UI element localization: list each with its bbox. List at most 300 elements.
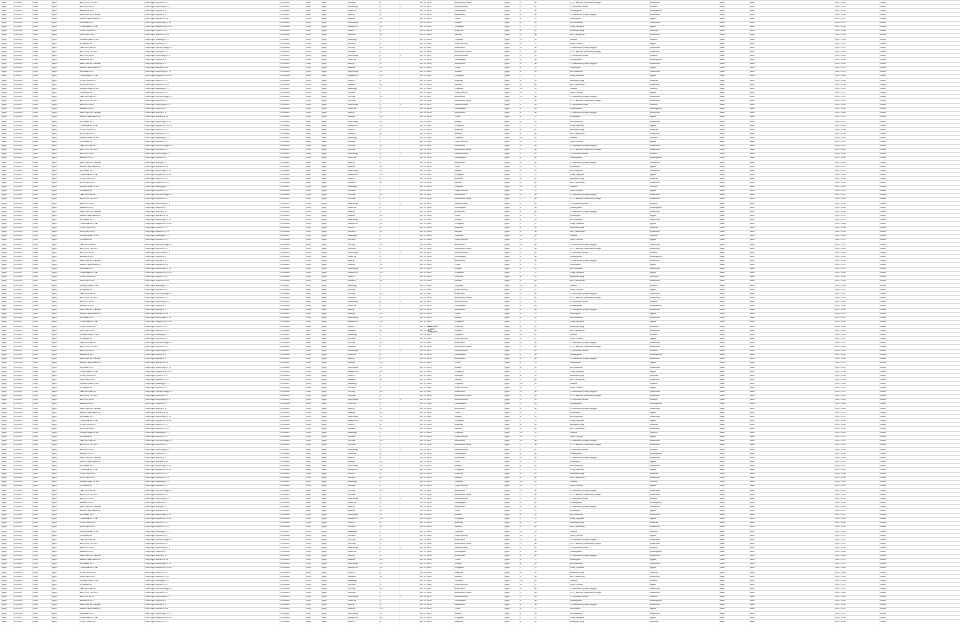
table-cell[interactable]: egyéb bbox=[650, 214, 656, 217]
table-cell[interactable]: Nem bbox=[750, 571, 755, 574]
table-cell[interactable]: Lezárt bbox=[880, 419, 887, 422]
table-cell[interactable]: Élelmiszer bbox=[455, 63, 466, 66]
table-cell[interactable]: Mátyás kir. bbox=[348, 173, 359, 176]
table-cell[interactable]: Italbolt bbox=[455, 366, 462, 369]
table-cell[interactable]: Eger bbox=[2, 247, 7, 250]
table-cell[interactable]: 2007.11.09 bbox=[835, 34, 846, 37]
table-cell[interactable]: Virág, ajándék bbox=[570, 26, 584, 29]
table-cell[interactable]: 2007.11.05 bbox=[835, 153, 846, 156]
table-cell[interactable]: Széchenyi bbox=[348, 5, 359, 8]
table-cell[interactable]: 36/ 12 3462 bbox=[420, 419, 432, 422]
table-cell[interactable]: 12345685 bbox=[280, 128, 290, 131]
table-cell[interactable]: 2006 bbox=[306, 202, 311, 205]
table-cell[interactable]: 3300 Eger Vécsey völgy 15 bbox=[145, 145, 172, 148]
table-cell[interactable]: Nem bbox=[720, 157, 725, 160]
table-cell[interactable]: Eger bbox=[505, 161, 510, 164]
table-cell[interactable]: Lezárt bbox=[880, 276, 887, 279]
table-cell[interactable]: 12345684 bbox=[280, 124, 290, 127]
table-cell[interactable]: 2003 bbox=[306, 186, 311, 189]
table-cell[interactable]: ÁGOSTON BT bbox=[80, 5, 95, 8]
table-cell[interactable]: Vécsey bbox=[348, 391, 356, 394]
table-cell[interactable]: Eger bbox=[322, 460, 327, 463]
table-cell[interactable]: Nem bbox=[720, 5, 725, 8]
table-cell[interactable]: élelmiszer bbox=[650, 464, 660, 467]
table-cell[interactable]: A bbox=[535, 50, 537, 53]
table-cell[interactable]: élelmiszer bbox=[650, 604, 660, 607]
table-cell[interactable]: Nem bbox=[720, 22, 725, 25]
table-cell[interactable]: Lábbeli bbox=[570, 235, 578, 238]
table-cell[interactable]: Nem bbox=[750, 346, 755, 349]
table-cell[interactable]: ÁGOSTON BT bbox=[80, 300, 95, 303]
table-cell[interactable]: 2005 bbox=[306, 526, 311, 529]
table-cell[interactable]: 2006 bbox=[306, 194, 311, 197]
table-cell[interactable]: 2007.11.07 bbox=[835, 165, 846, 168]
table-cell[interactable]: vendéglátás bbox=[650, 452, 662, 455]
table-cell[interactable]: Nem bbox=[720, 288, 725, 291]
table-cell[interactable]: EGRI HÚS KFT bbox=[80, 575, 96, 578]
table-cell[interactable]: 2 bbox=[380, 346, 382, 349]
table-cell[interactable]: Eger bbox=[52, 448, 57, 451]
table-cell[interactable]: 3300 bbox=[33, 399, 38, 402]
table-cell[interactable]: 2007.11.07 bbox=[835, 411, 846, 414]
table-cell[interactable]: A bbox=[535, 551, 537, 554]
table-cell[interactable]: Virág, ajándék bbox=[570, 173, 584, 176]
table-cell[interactable]: 5 bbox=[380, 596, 382, 599]
table-cell[interactable]: vendéglátás bbox=[650, 9, 662, 12]
table-cell[interactable]: Dohányáru bbox=[570, 510, 581, 513]
table-cell[interactable]: egyéb bbox=[650, 190, 656, 193]
table-cell[interactable]: 3370019 bbox=[14, 575, 23, 578]
table-cell[interactable]: FEHÉR JÁNOS EV bbox=[80, 38, 99, 41]
table-cell[interactable]: Eger bbox=[322, 251, 327, 254]
table-cell[interactable]: B bbox=[535, 71, 537, 74]
table-cell[interactable]: Eger bbox=[505, 497, 510, 500]
table-cell[interactable]: Eger bbox=[52, 395, 57, 398]
table-cell[interactable]: Kossuth bbox=[348, 444, 356, 447]
table-cell[interactable]: 12345689 bbox=[280, 538, 290, 541]
table-cell[interactable]: Cipőbolt bbox=[455, 186, 464, 189]
table-cell[interactable]: C bbox=[535, 567, 537, 570]
table-cell[interactable]: 3300 bbox=[33, 243, 38, 246]
table-cell[interactable]: 3300 Eger Bajcsy u. 9 bbox=[145, 358, 167, 361]
table-cell[interactable]: Eger bbox=[52, 464, 57, 467]
table-cell[interactable]: Dobó tér bbox=[348, 108, 357, 111]
table-cell[interactable]: 2007.11.09 bbox=[835, 526, 846, 529]
table-cell[interactable]: Nem bbox=[720, 218, 725, 221]
table-cell[interactable]: 12345681 bbox=[280, 456, 290, 459]
table-cell[interactable]: Eger bbox=[2, 382, 7, 385]
table-cell[interactable]: A bbox=[535, 46, 537, 49]
table-cell[interactable]: Eger bbox=[52, 132, 57, 135]
table-cell[interactable]: Eger bbox=[52, 79, 57, 82]
table-cell[interactable]: C bbox=[535, 173, 537, 176]
table-cell[interactable]: egyéb bbox=[650, 173, 656, 176]
table-cell[interactable]: 3300 Eger Széchenyi u. 5 bbox=[145, 104, 171, 107]
table-cell[interactable]: Hadnagy bbox=[348, 38, 357, 41]
table-cell[interactable]: 36/ 12 3462 bbox=[420, 370, 432, 373]
table-cell[interactable]: 2007.11.06 bbox=[835, 358, 846, 361]
table-cell[interactable]: 36/ 12 3464 bbox=[420, 477, 432, 480]
table-cell[interactable]: AMBRUS KFT bbox=[80, 600, 95, 603]
table-cell[interactable]: 2006 bbox=[306, 251, 311, 254]
table-cell[interactable]: 36/ 12 3465 bbox=[420, 87, 432, 90]
table-cell[interactable]: Eger bbox=[505, 247, 510, 250]
table-cell[interactable]: DOBÓ KER KFT bbox=[80, 522, 97, 525]
table-cell[interactable]: Eger bbox=[52, 612, 57, 615]
table-cell[interactable]: Eger bbox=[505, 223, 510, 226]
table-cell[interactable]: 2007.11.12 bbox=[835, 337, 846, 340]
table-cell[interactable]: 36/ 12 3464 bbox=[420, 34, 432, 37]
table-cell[interactable]: 3300 Eger Széchenyi u. 11 bbox=[145, 415, 172, 418]
table-cell[interactable]: Eger bbox=[2, 559, 7, 562]
table-cell[interactable]: Eger bbox=[322, 518, 327, 521]
table-cell[interactable]: Eger bbox=[322, 214, 327, 217]
table-cell[interactable]: Eger bbox=[505, 309, 510, 312]
table-cell[interactable]: 3300 bbox=[33, 120, 38, 123]
table-cell[interactable]: A bbox=[535, 575, 537, 578]
table-cell[interactable]: 12345686 bbox=[280, 132, 290, 135]
table-cell[interactable]: 3300 bbox=[33, 604, 38, 607]
table-cell[interactable]: A bbox=[535, 600, 537, 603]
table-cell[interactable]: Eger bbox=[322, 50, 327, 53]
table-cell[interactable]: 3300 Eger Maklári út 14 bbox=[145, 411, 169, 414]
table-cell[interactable]: Nem bbox=[750, 423, 755, 426]
table-cell[interactable]: 3370011 bbox=[14, 542, 23, 545]
table-cell[interactable]: Nem bbox=[750, 79, 755, 82]
table-cell[interactable]: Lezárt bbox=[880, 264, 887, 267]
table-cell[interactable]: Lezárt bbox=[880, 432, 887, 435]
table-cell[interactable]: 12345687 bbox=[280, 530, 290, 533]
table-cell[interactable]: 8 bbox=[520, 325, 522, 328]
table-cell[interactable]: Nem bbox=[720, 305, 725, 308]
table-cell[interactable]: 2 bbox=[380, 50, 382, 53]
table-cell[interactable]: Nem bbox=[750, 13, 755, 16]
table-cell[interactable]: Eger bbox=[322, 161, 327, 164]
table-cell[interactable]: Nem bbox=[720, 362, 725, 365]
table-cell[interactable]: Eger bbox=[52, 534, 57, 537]
table-cell[interactable]: Lezárt bbox=[880, 1, 887, 4]
table-cell[interactable]: 3300 Eger Dobó tér 3 bbox=[145, 9, 166, 12]
table-cell[interactable]: Eger bbox=[52, 596, 57, 599]
table-cell[interactable]: 3300 bbox=[33, 116, 38, 119]
table-cell[interactable]: 9 bbox=[520, 132, 522, 135]
table-cell[interactable]: Nem bbox=[750, 34, 755, 37]
table-cell[interactable]: Eger bbox=[52, 460, 57, 463]
table-cell[interactable]: Eger bbox=[52, 354, 57, 357]
table-cell[interactable]: Nem bbox=[720, 247, 725, 250]
table-cell[interactable]: Dohányáru bbox=[570, 214, 581, 217]
table-cell[interactable]: 12345686 bbox=[280, 83, 290, 86]
table-cell[interactable]: 3370016 bbox=[14, 120, 23, 123]
table-cell[interactable]: DOBÓ KER KFT bbox=[80, 276, 97, 279]
table-cell[interactable]: Eger bbox=[52, 34, 57, 37]
table-cell[interactable]: Papír, írószer bbox=[570, 485, 584, 488]
table-cell[interactable]: Eger bbox=[322, 575, 327, 578]
table-cell[interactable]: Nem bbox=[720, 50, 725, 53]
table-cell[interactable]: 36/ 12 3459 bbox=[420, 161, 432, 164]
table-cell[interactable]: 9 bbox=[520, 575, 522, 578]
table-cell[interactable]: élelmiszer bbox=[650, 247, 660, 250]
table-cell[interactable]: 36/ 12 3457 bbox=[420, 399, 432, 402]
table-cell[interactable]: Eger bbox=[2, 190, 7, 193]
table-cell[interactable]: 3300 bbox=[33, 83, 38, 86]
table-cell[interactable]: Nem bbox=[720, 309, 725, 312]
table-cell[interactable]: Eger bbox=[2, 432, 7, 435]
table-cell[interactable]: GÁL ÉS FIA KFT bbox=[80, 145, 97, 148]
table-cell[interactable]: FEHÉR JÁNOS EV bbox=[80, 579, 99, 582]
table-cell[interactable]: 3300 bbox=[33, 592, 38, 595]
table-cell[interactable]: 12345689 bbox=[280, 194, 290, 197]
table-cell[interactable]: 36/ 12 3457 bbox=[420, 54, 432, 57]
table-cell[interactable]: Mátyás kir. bbox=[348, 370, 359, 373]
table-cell[interactable]: 3300 Eger Kossuth u. 2 bbox=[145, 346, 168, 349]
table-cell[interactable]: 2 bbox=[520, 399, 522, 402]
table-cell[interactable]: Eger bbox=[52, 358, 57, 361]
table-cell[interactable]: Nem bbox=[750, 30, 755, 33]
table-cell[interactable]: Nem bbox=[720, 325, 725, 328]
table-cell[interactable]: Bajcsy bbox=[348, 259, 355, 262]
table-cell[interactable]: 36/ 12 3456 bbox=[420, 1, 432, 4]
table-cell[interactable]: 36/ 12 3456 bbox=[420, 296, 432, 299]
table-cell[interactable]: 1 bbox=[400, 546, 402, 549]
table-cell[interactable]: 36/ 12 3459 bbox=[420, 555, 432, 558]
table-cell[interactable]: 3300 bbox=[33, 391, 38, 394]
table-cell[interactable]: 36/ 12 3461 bbox=[420, 317, 432, 320]
table-cell[interactable]: Nem bbox=[720, 313, 725, 316]
table-cell[interactable]: Eger bbox=[52, 83, 57, 86]
table-cell[interactable]: 36/ 12 3465 bbox=[420, 186, 432, 189]
table-cell[interactable]: 3300 bbox=[33, 272, 38, 275]
table-cell[interactable]: Ital szaküzlet bbox=[570, 464, 583, 467]
table-cell[interactable]: Nem bbox=[750, 38, 755, 41]
table-cell[interactable]: Élelmiszer bbox=[455, 440, 466, 443]
table-cell[interactable]: Eger bbox=[52, 296, 57, 299]
table-cell[interactable]: Lezárt bbox=[880, 358, 887, 361]
table-cell[interactable]: EGRI HÚS KFT bbox=[80, 477, 96, 480]
table-cell[interactable]: Nem bbox=[720, 542, 725, 545]
table-cell[interactable]: 4 bbox=[380, 374, 382, 377]
table-cell[interactable]: Eger bbox=[52, 108, 57, 111]
table-cell[interactable]: Nem bbox=[720, 120, 725, 123]
table-cell[interactable]: Ital szaküzlet bbox=[570, 22, 583, 25]
table-cell[interactable]: Eger bbox=[2, 54, 7, 57]
table-cell[interactable]: Eger bbox=[322, 555, 327, 558]
table-cell[interactable]: egyéb bbox=[650, 616, 656, 619]
table-cell[interactable]: Nem bbox=[720, 415, 725, 418]
table-cell[interactable]: 31 bbox=[380, 428, 383, 431]
table-cell[interactable]: 3300 Eger Rákóczi u. 31 bbox=[145, 132, 169, 135]
table-cell[interactable]: Nem bbox=[720, 34, 725, 37]
table-cell[interactable]: 3300 Eger Vécsey völgy 15 bbox=[145, 46, 172, 49]
table-cell[interactable]: Nem bbox=[720, 567, 725, 570]
table-cell[interactable]: Eger bbox=[2, 22, 7, 25]
table-cell[interactable]: 12345680 bbox=[280, 403, 290, 406]
table-cell[interactable]: 11 bbox=[380, 415, 383, 418]
table-cell[interactable]: Eger bbox=[2, 136, 7, 139]
table-cell[interactable]: 3300 Eger Deák F. u. 4 bbox=[145, 30, 168, 33]
table-cell[interactable]: Eger bbox=[52, 223, 57, 226]
table-cell[interactable]: 3 bbox=[380, 403, 382, 406]
table-cell[interactable]: Élelmiszer bbox=[455, 112, 466, 115]
table-cell[interactable]: Eger bbox=[2, 305, 7, 308]
table-cell[interactable]: ruházat bbox=[650, 153, 658, 156]
table-cell[interactable]: 3370013 bbox=[14, 354, 23, 357]
table-cell[interactable]: Eger bbox=[322, 108, 327, 111]
table-cell[interactable]: Ital szaküzlet bbox=[570, 120, 583, 123]
table-cell[interactable]: 36/ 12 3457 bbox=[420, 350, 432, 353]
table-cell[interactable]: műszaki bbox=[650, 374, 659, 377]
table-cell[interactable]: Eger bbox=[2, 296, 7, 299]
table-cell[interactable]: Knézich bbox=[348, 42, 356, 45]
table-cell[interactable]: Nem bbox=[750, 485, 755, 488]
table-cell[interactable]: Hús, hentesáru bbox=[570, 329, 585, 332]
table-cell[interactable]: 2007.11.05 bbox=[835, 592, 846, 595]
table-cell[interactable]: 2006 bbox=[306, 341, 311, 344]
table-cell[interactable]: Élelmiszer bbox=[455, 456, 466, 459]
table-cell[interactable]: Eger bbox=[322, 313, 327, 316]
table-cell[interactable]: 12345682 bbox=[280, 18, 290, 21]
table-cell[interactable]: 12345686 bbox=[280, 575, 290, 578]
table-cell[interactable]: Lezárt bbox=[880, 161, 887, 164]
table-cell[interactable]: 3370012 bbox=[14, 202, 23, 205]
table-cell[interactable]: Eger bbox=[2, 1, 7, 4]
table-cell[interactable]: 2007.11.06 bbox=[835, 13, 846, 16]
table-cell[interactable]: 9 bbox=[380, 309, 382, 312]
table-cell[interactable]: 12345682 bbox=[280, 510, 290, 513]
table-cell[interactable]: 3300 Eger Rákóczi u. 31 bbox=[145, 575, 169, 578]
table-cell[interactable]: Virágbolt bbox=[455, 419, 464, 422]
table-cell[interactable]: Vendéglátó bbox=[455, 9, 466, 12]
table-cell[interactable]: Nem bbox=[750, 112, 755, 115]
table-cell[interactable]: 12345684 bbox=[280, 469, 290, 472]
table-cell[interactable]: Nem bbox=[720, 26, 725, 29]
table-cell[interactable]: C bbox=[535, 165, 537, 168]
table-cell[interactable]: 3300 Eger Mátyás kir. út 20 bbox=[145, 567, 172, 570]
table-cell[interactable]: 3300 bbox=[33, 305, 38, 308]
table-cell[interactable]: 2006 bbox=[306, 497, 311, 500]
table-cell[interactable]: 1 bbox=[520, 247, 522, 250]
table-cell[interactable]: 2003 bbox=[306, 481, 311, 484]
table-cell[interactable]: 3300 Eger Széchenyi u. 5 bbox=[145, 596, 171, 599]
table-cell[interactable]: 36/ 12 3466 bbox=[420, 337, 432, 340]
table-cell[interactable]: A bbox=[535, 280, 537, 283]
table-cell[interactable]: 3300 Eger Maklári út 14 bbox=[145, 608, 169, 611]
table-cell[interactable]: 5 bbox=[380, 5, 382, 8]
table-cell[interactable]: Eger bbox=[322, 481, 327, 484]
table-cell[interactable]: ÁGOSTON BT bbox=[80, 497, 95, 500]
table-cell[interactable]: 3370018 bbox=[14, 128, 23, 131]
table-cell[interactable]: EGRI HÚS KFT bbox=[80, 83, 96, 86]
table-cell[interactable]: Eger bbox=[2, 571, 7, 574]
table-cell[interactable]: 12345688 bbox=[280, 337, 290, 340]
table-cell[interactable]: Lezárt bbox=[880, 50, 887, 53]
table-cell[interactable]: 5 bbox=[520, 264, 522, 267]
table-cell[interactable]: 3300 Eger Dobó tér 3 bbox=[145, 354, 166, 357]
table-cell[interactable]: Nem bbox=[720, 456, 725, 459]
table-cell[interactable]: Italbolt bbox=[455, 514, 462, 517]
table-cell[interactable]: Eger bbox=[52, 235, 57, 238]
table-cell[interactable]: Eger bbox=[505, 538, 510, 541]
table-cell[interactable]: 3300 Eger Bajcsy u. 9 bbox=[145, 63, 167, 66]
table-cell[interactable]: Dohányáru bbox=[570, 264, 581, 267]
table-cell[interactable]: Maklári bbox=[348, 608, 356, 611]
table-cell[interactable]: Eger bbox=[52, 305, 57, 308]
table-cell[interactable]: Eger bbox=[505, 542, 510, 545]
table-cell[interactable]: 2004 bbox=[306, 165, 311, 168]
table-cell[interactable]: 3300 bbox=[33, 276, 38, 279]
table-cell[interactable]: DOBÓ KER KFT bbox=[80, 571, 97, 574]
table-cell[interactable]: 9 bbox=[520, 477, 522, 480]
table-cell[interactable]: Ruházati bolt bbox=[455, 251, 468, 254]
table-cell[interactable]: 15 bbox=[380, 587, 383, 590]
table-cell[interactable]: FORRÁS BT bbox=[80, 436, 93, 439]
table-cell[interactable]: Trafik bbox=[455, 460, 461, 463]
table-cell[interactable]: 3300 Eger Dobó tér 3 bbox=[145, 403, 166, 406]
table-cell[interactable]: 7 bbox=[380, 579, 382, 582]
table-cell[interactable]: 36/ 12 3465 bbox=[420, 333, 432, 336]
table-cell[interactable]: élelmiszer bbox=[650, 100, 660, 103]
table-cell[interactable]: 2004 bbox=[306, 18, 311, 21]
table-cell[interactable]: Eger bbox=[52, 374, 57, 377]
table-cell[interactable]: Eger bbox=[52, 329, 57, 332]
table-cell[interactable]: Nem bbox=[720, 546, 725, 549]
table-cell[interactable]: egyéb bbox=[650, 362, 656, 365]
table-cell[interactable]: Eger bbox=[52, 71, 57, 74]
table-cell[interactable]: Knézich bbox=[348, 485, 356, 488]
table-cell[interactable]: Nem bbox=[750, 264, 755, 267]
table-cell[interactable]: 3370021 bbox=[14, 583, 23, 586]
table-cell[interactable]: Lezárt bbox=[880, 305, 887, 308]
table-cell[interactable]: Eger bbox=[505, 321, 510, 324]
table-cell[interactable]: 3300 bbox=[33, 464, 38, 467]
table-cell[interactable]: 3300 bbox=[33, 313, 38, 316]
table-cell[interactable]: 12345685 bbox=[280, 374, 290, 377]
table-cell[interactable]: Eger bbox=[52, 370, 57, 373]
table-cell[interactable]: Eger bbox=[2, 18, 7, 21]
table-cell[interactable]: Hadnagy bbox=[348, 284, 357, 287]
table-cell[interactable]: Eger bbox=[322, 42, 327, 45]
table-cell[interactable]: 12345681 bbox=[280, 555, 290, 558]
table-cell[interactable]: Lezárt bbox=[880, 485, 887, 488]
table-cell[interactable]: Eger bbox=[52, 128, 57, 131]
table-cell[interactable]: Eger bbox=[322, 510, 327, 513]
table-cell[interactable]: Eger bbox=[505, 337, 510, 340]
table-cell[interactable]: Nem bbox=[750, 206, 755, 209]
table-cell[interactable]: 3300 bbox=[33, 485, 38, 488]
table-cell[interactable]: 12345687 bbox=[280, 186, 290, 189]
table-cell[interactable]: 2006 bbox=[306, 108, 311, 111]
table-cell[interactable]: 3300 bbox=[33, 1, 38, 4]
table-cell[interactable]: 2007.11.06 bbox=[835, 501, 846, 504]
table-cell[interactable]: Eger bbox=[2, 415, 7, 418]
table-cell[interactable]: FEHÉR JÁNOS EV bbox=[80, 333, 99, 336]
table-cell[interactable]: 3370014 bbox=[14, 358, 23, 361]
table-cell[interactable]: Nem bbox=[750, 169, 755, 172]
table-cell[interactable]: 3370012 bbox=[14, 546, 23, 549]
table-cell[interactable]: Lezárt bbox=[880, 329, 887, 332]
table-cell[interactable]: Eger bbox=[2, 604, 7, 607]
table-cell[interactable]: 12345679 bbox=[280, 202, 290, 205]
table-cell[interactable]: Eger bbox=[505, 551, 510, 554]
table-cell[interactable]: 3370021 bbox=[14, 91, 23, 94]
table-cell[interactable]: 2007.11.05 bbox=[835, 100, 846, 103]
table-cell[interactable]: Eger bbox=[322, 321, 327, 324]
table-cell[interactable]: 2007.11.09 bbox=[835, 575, 846, 578]
table-cell[interactable]: egyéb bbox=[650, 26, 656, 29]
table-cell[interactable]: Eger bbox=[322, 194, 327, 197]
table-cell[interactable]: Lezárt bbox=[880, 145, 887, 148]
table-cell[interactable]: 3300 Eger Rákóczi u. 31 bbox=[145, 428, 169, 431]
